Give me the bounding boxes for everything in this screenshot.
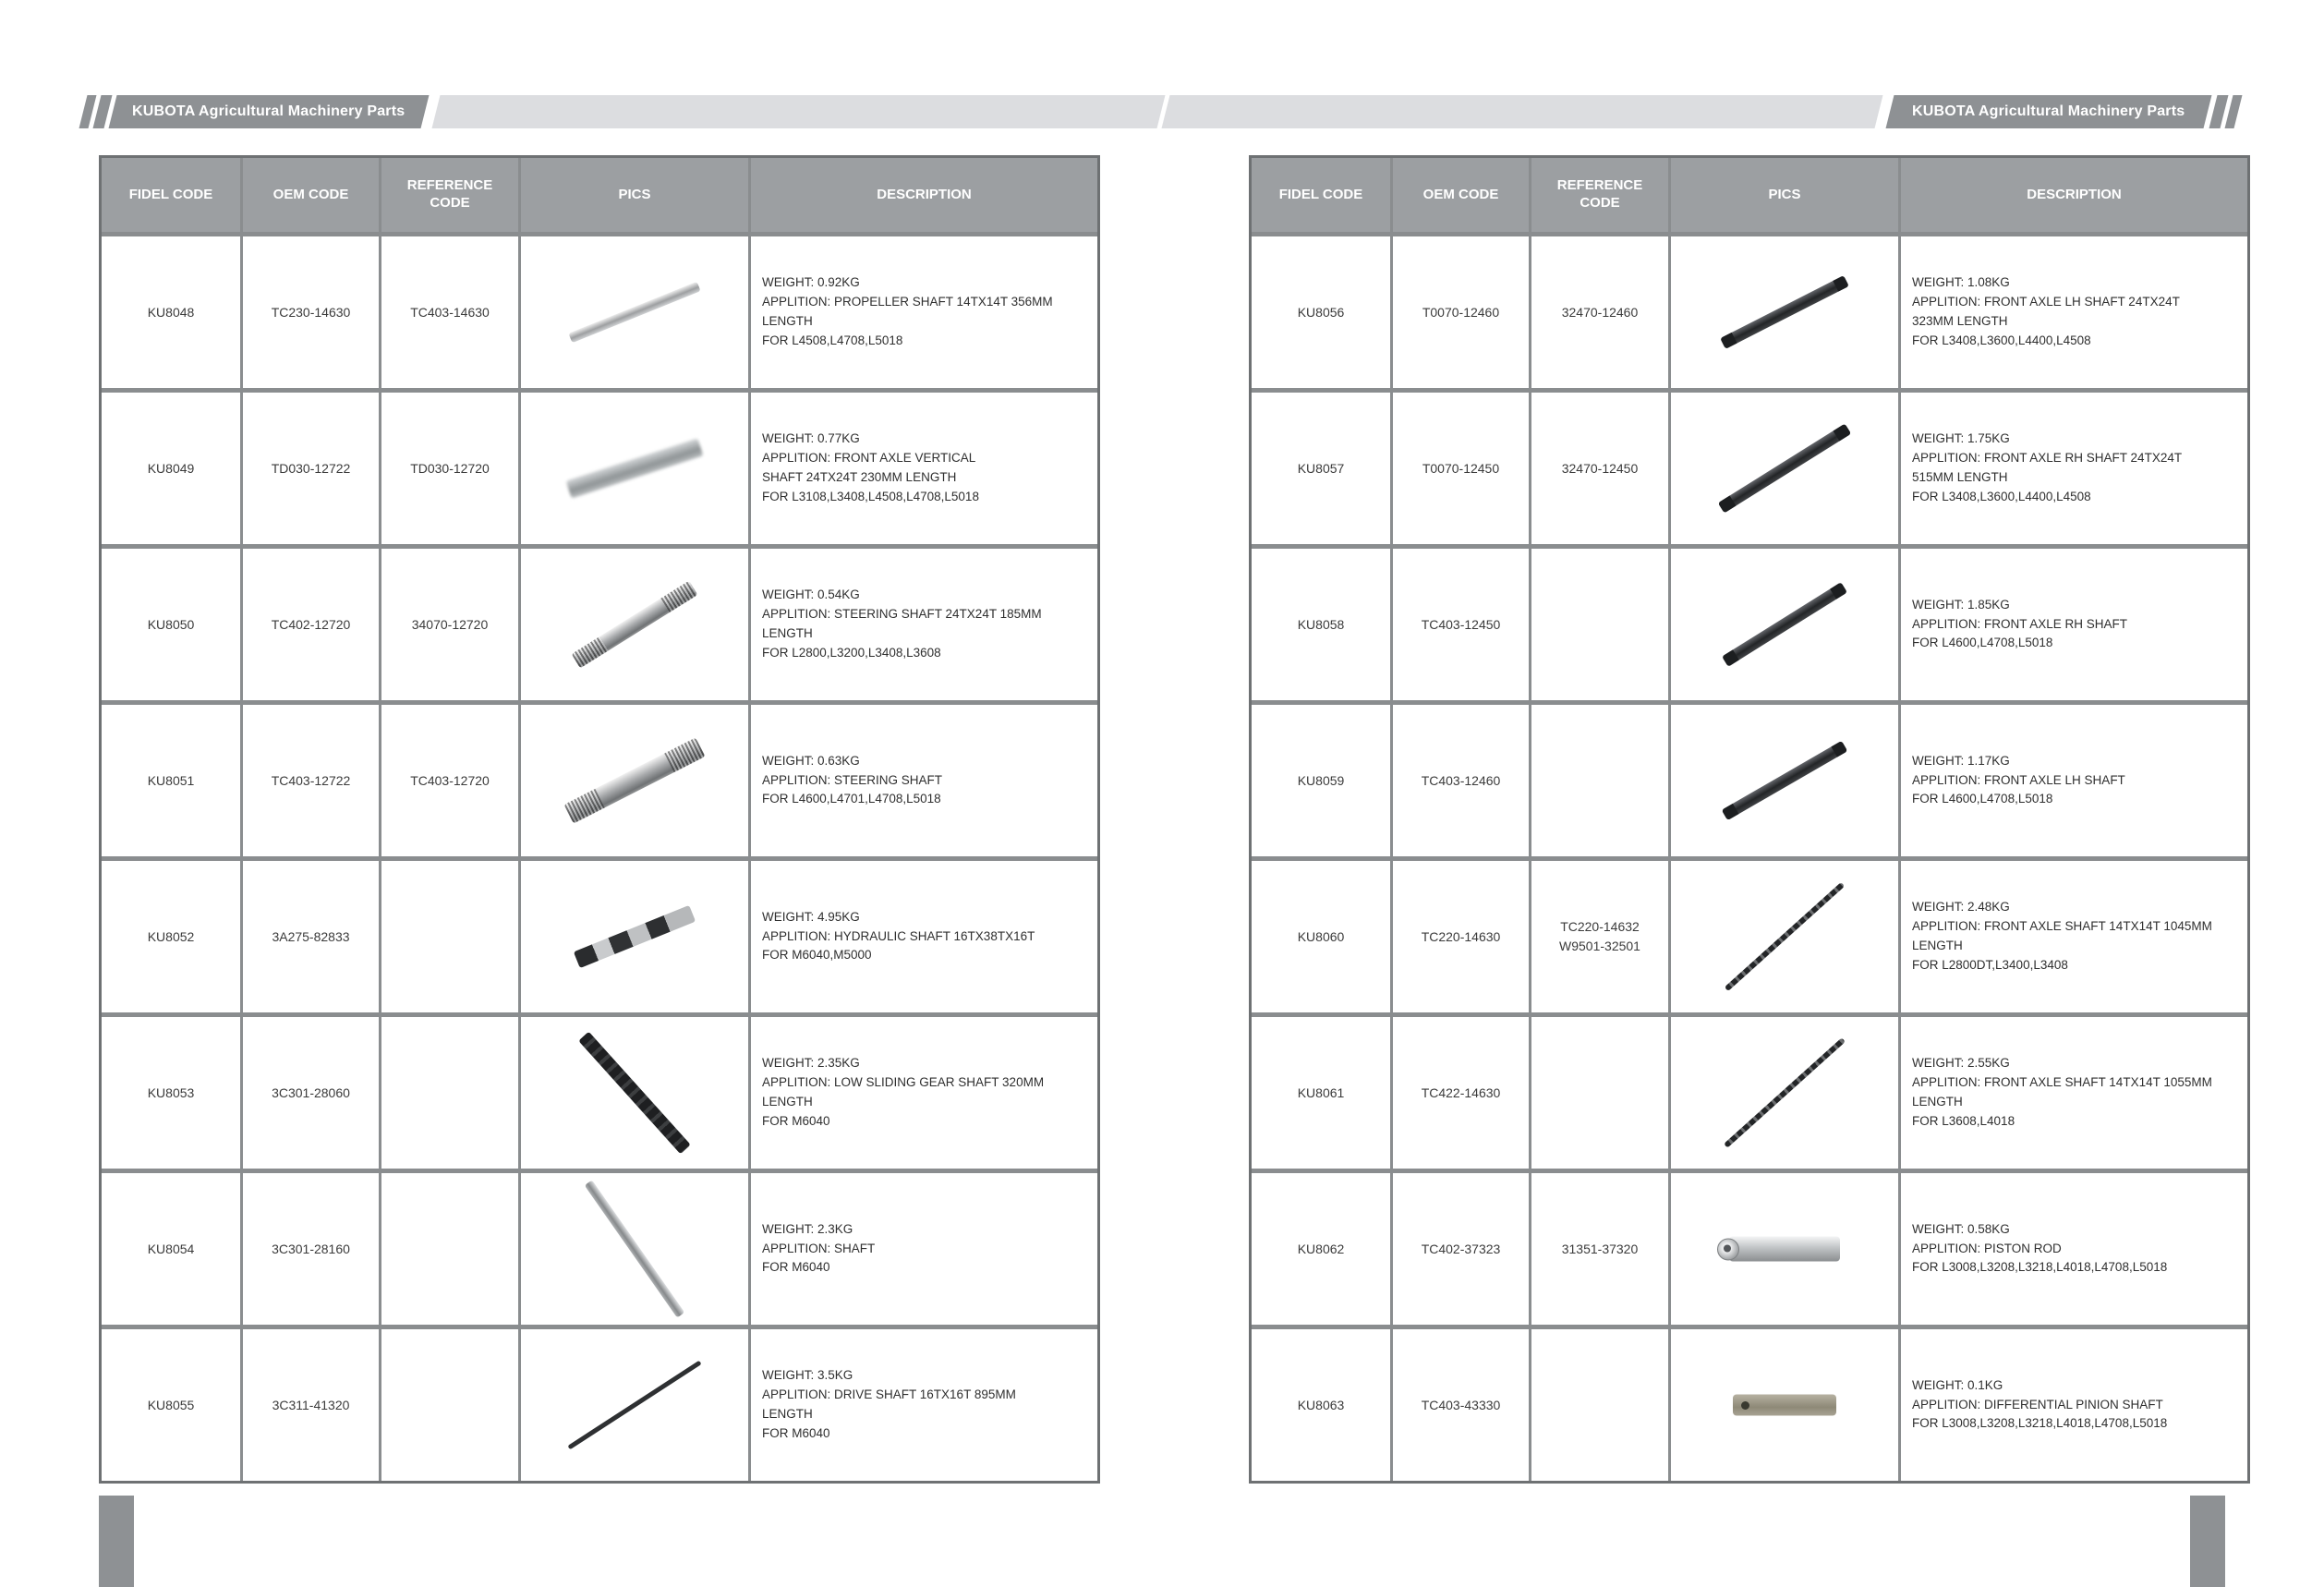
part-photo — [578, 1032, 691, 1155]
oem-code-cell: T0070-12450 — [1393, 393, 1529, 544]
part-photo — [572, 581, 698, 669]
oem-code-cell: TD030-12722 — [243, 393, 379, 544]
part-photo — [1722, 582, 1847, 667]
oem-code-cell: TC422-14630 — [1393, 1017, 1529, 1169]
column-header: DESCRIPTION — [1901, 158, 2247, 232]
part-photo — [568, 282, 700, 343]
fidel-code-cell: KU8054 — [102, 1173, 240, 1325]
column-header: FIDEL CODE — [1252, 158, 1390, 232]
description-cell: WEIGHT: 0.58KG APPLITION: PISTON ROD FOR L3008,L3208,L3218,L4018,L4708,L5018 — [1901, 1173, 2247, 1325]
reference-code-cell — [381, 1173, 518, 1325]
part-photo — [1718, 424, 1851, 514]
page-footer-mark-left — [99, 1496, 134, 1587]
oem-code-cell: TC403-12722 — [243, 705, 379, 856]
part-photo — [566, 438, 704, 498]
pics-cell — [521, 1173, 748, 1325]
part-photo — [1722, 741, 1847, 820]
oem-code-cell: TC402-37323 — [1393, 1173, 1529, 1325]
column-header: OEM CODE — [243, 158, 379, 232]
oem-code-cell: T0070-12460 — [1393, 236, 1529, 388]
description-cell: WEIGHT: 2.3KG APPLITION: SHAFT FOR M6040 — [751, 1173, 1097, 1325]
reference-code-cell — [381, 1017, 518, 1169]
fidel-code-cell: KU8058 — [1252, 549, 1390, 700]
part-photo — [1724, 1037, 1846, 1148]
reference-code-cell: 31351-37320 — [1531, 1173, 1668, 1325]
part-photo — [574, 905, 696, 968]
banner-slash-right-outer — [2225, 95, 2243, 128]
fidel-code-cell: KU8055 — [102, 1329, 240, 1481]
parts-table-left — [99, 155, 1100, 1484]
column-header: FIDEL CODE — [102, 158, 240, 232]
pics-cell — [1671, 549, 1898, 700]
oem-code-cell: 3C311-41320 — [243, 1329, 379, 1481]
pics-cell — [1671, 861, 1898, 1012]
pics-cell — [1671, 236, 1898, 388]
reference-code-cell: TC220-14632 W9501-32501 — [1531, 861, 1668, 1012]
pics-cell — [1671, 1329, 1898, 1481]
pics-cell — [1671, 393, 1898, 544]
part-photo — [1733, 1395, 1836, 1416]
reference-code-cell: TD030-12720 — [381, 393, 518, 544]
reference-code-cell — [1531, 1329, 1668, 1481]
oem-code-cell: TC402-12720 — [243, 549, 379, 700]
banner-light-strip-left — [432, 95, 1166, 128]
column-header: OEM CODE — [1393, 158, 1529, 232]
parts-table-right — [1249, 155, 2250, 1484]
description-cell: WEIGHT: 2.35KG APPLITION: LOW SLIDING GEAR SHAFT 320MM LENGTH FOR M6040 — [751, 1017, 1097, 1169]
right-banner — [1886, 95, 2212, 128]
description-cell: WEIGHT: 1.17KG APPLITION: FRONT AXLE LH SHAFT FOR L4600,L4708,L5018 — [1901, 705, 2247, 856]
fidel-code-cell: KU8059 — [1252, 705, 1390, 856]
fidel-code-cell: KU8056 — [1252, 236, 1390, 388]
oem-code-cell: 3A275-82833 — [243, 861, 379, 1012]
oem-code-cell: 3C301-28160 — [243, 1173, 379, 1325]
description-cell: WEIGHT: 1.85KG APPLITION: FRONT AXLE RH SHAFT FOR L4600,L4708,L5018 — [1901, 549, 2247, 700]
page-footer-mark-right — [2190, 1496, 2225, 1587]
left-banner — [109, 95, 430, 128]
part-photo — [1725, 882, 1845, 991]
oem-code-cell: TC403-12450 — [1393, 549, 1529, 700]
reference-code-cell — [1531, 705, 1668, 856]
column-header: DESCRIPTION — [751, 158, 1097, 232]
reference-code-cell: 34070-12720 — [381, 549, 518, 700]
fidel-code-cell: KU8063 — [1252, 1329, 1390, 1481]
part-photo — [1720, 275, 1849, 349]
left-banner-title: KUBOTA Agricultural Machinery Parts — [132, 103, 405, 119]
pics-cell — [521, 1329, 748, 1481]
reference-code-cell — [1531, 549, 1668, 700]
fidel-code-cell: KU8062 — [1252, 1173, 1390, 1325]
description-cell: WEIGHT: 2.55KG APPLITION: FRONT AXLE SHAFT 14TX14T 1055MM LENGTH FOR L3608,L4018 — [1901, 1017, 2247, 1169]
oem-code-cell: 3C301-28060 — [243, 1017, 379, 1169]
pics-cell — [1671, 1173, 1898, 1325]
pics-cell — [521, 236, 748, 388]
column-header: PICS — [521, 158, 748, 232]
part-photo — [563, 737, 705, 823]
pics-cell — [1671, 705, 1898, 856]
reference-code-cell: 32470-12450 — [1531, 393, 1668, 544]
description-cell: WEIGHT: 0.63KG APPLITION: STEERING SHAFT FOR L4600,L4701,L4708,L5018 — [751, 705, 1097, 856]
reference-code-cell: 32470-12460 — [1531, 236, 1668, 388]
oem-code-cell: TC403-43330 — [1393, 1329, 1529, 1481]
part-photo — [567, 1361, 701, 1450]
pics-cell — [521, 705, 748, 856]
fidel-code-cell: KU8051 — [102, 705, 240, 856]
pics-cell — [521, 861, 748, 1012]
fidel-code-cell: KU8050 — [102, 549, 240, 700]
description-cell: WEIGHT: 3.5KG APPLITION: DRIVE SHAFT 16TX16T 895MM LENGTH FOR M6040 — [751, 1329, 1097, 1481]
reference-code-cell — [381, 861, 518, 1012]
oem-code-cell: TC403-12460 — [1393, 705, 1529, 856]
description-cell: WEIGHT: 0.54KG APPLITION: STEERING SHAFT 24TX24T 185MM LENGTH FOR L2800,L3200,L3408,L3608 — [751, 549, 1097, 700]
pics-cell — [521, 1017, 748, 1169]
reference-code-cell — [1531, 1017, 1668, 1169]
fidel-code-cell: KU8052 — [102, 861, 240, 1012]
description-cell: WEIGHT: 0.92KG APPLITION: PROPELLER SHAFT 14TX14T 356MM LENGTH FOR L4508,L4708,L5018 — [751, 236, 1097, 388]
description-cell: WEIGHT: 0.1KG APPLITION: DIFFERENTIAL PINION SHAFT FOR L3008,L3208,L3218,L4018,L4708,L5018 — [1901, 1329, 2247, 1481]
fidel-code-cell: KU8057 — [1252, 393, 1390, 544]
fidel-code-cell: KU8049 — [102, 393, 240, 544]
part-photo — [585, 1180, 685, 1317]
column-header: REFERENCE CODE — [381, 158, 518, 232]
description-cell: WEIGHT: 1.75KG APPLITION: FRONT AXLE RH SHAFT 24TX24T 515MM LENGTH FOR L3408,L3600,L4400,L4508 — [1901, 393, 2247, 544]
description-cell: WEIGHT: 0.77KG APPLITION: FRONT AXLE VERTICAL SHAFT 24TX24T 230MM LENGTH FOR L3108,L3408,L4508,L4708,L5018 — [751, 393, 1097, 544]
description-cell: WEIGHT: 2.48KG APPLITION: FRONT AXLE SHAFT 14TX14T 1045MM LENGTH FOR L2800DT,L3400,L3408 — [1901, 861, 2247, 1012]
part-photo — [1729, 1237, 1840, 1262]
oem-code-cell: TC220-14630 — [1393, 861, 1529, 1012]
pics-cell — [521, 549, 748, 700]
fidel-code-cell: KU8060 — [1252, 861, 1390, 1012]
description-cell: WEIGHT: 1.08KG APPLITION: FRONT AXLE LH SHAFT 24TX24T 323MM LENGTH FOR L3408,L3600,L4400,L4508 — [1901, 236, 2247, 388]
column-header: REFERENCE CODE — [1531, 158, 1668, 232]
fidel-code-cell: KU8053 — [102, 1017, 240, 1169]
pics-cell — [1671, 1017, 1898, 1169]
reference-code-cell — [381, 1329, 518, 1481]
oem-code-cell: TC230-14630 — [243, 236, 379, 388]
banner-light-strip-right — [1162, 95, 1883, 128]
pics-cell — [521, 393, 748, 544]
right-banner-title: KUBOTA Agricultural Machinery Parts — [1912, 103, 2185, 119]
reference-code-cell: TC403-14630 — [381, 236, 518, 388]
fidel-code-cell: KU8048 — [102, 236, 240, 388]
fidel-code-cell: KU8061 — [1252, 1017, 1390, 1169]
column-header: PICS — [1671, 158, 1898, 232]
reference-code-cell: TC403-12720 — [381, 705, 518, 856]
description-cell: WEIGHT: 4.95KG APPLITION: HYDRAULIC SHAFT 16TX38TX16T FOR M6040,M5000 — [751, 861, 1097, 1012]
